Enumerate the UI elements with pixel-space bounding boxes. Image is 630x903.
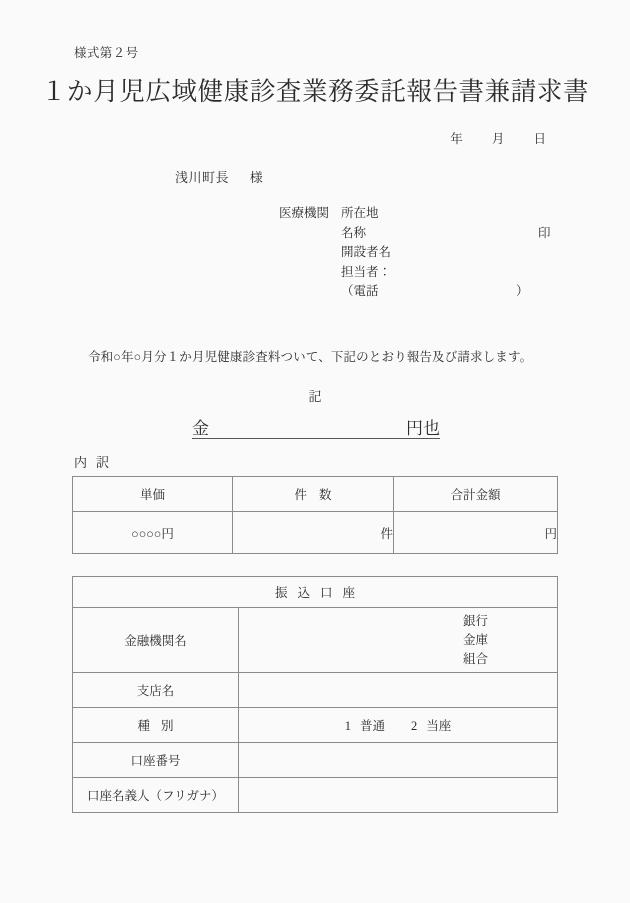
header-total-amount: 合計金額	[394, 477, 558, 512]
label-account-number: 口座番号	[73, 743, 239, 778]
addressee-honorific: 様	[249, 170, 264, 185]
institution-phone-label: （電話	[341, 284, 379, 298]
ki-marker: 記	[308, 389, 322, 404]
label-account-type-part1: 種	[137, 719, 150, 733]
label-financial-institution: 金融機関名	[73, 608, 239, 673]
date-line	[0, 129, 546, 147]
table-row	[73, 512, 558, 554]
institution-phone-close-paren: ）	[516, 284, 529, 298]
account-type-option1-label[interactable]: 普通	[359, 719, 385, 733]
field-branch-name[interactable]	[239, 673, 558, 708]
date-month-label: 月	[491, 132, 505, 146]
breakdown-label-part2: 訳	[96, 455, 110, 470]
bank-account-table	[72, 576, 558, 813]
request-statement: 令和○年○月分１か月児健康診査料ついて、下記のとおり報告及び請求します。	[88, 350, 533, 364]
amount-prefix: 金	[192, 419, 209, 438]
header-count-part1: 件	[294, 488, 307, 502]
cell-total-unit[interactable]: 円	[394, 512, 558, 554]
table-row	[73, 743, 558, 778]
kind-option-shinkin[interactable]: 金庫	[463, 632, 489, 647]
bank-table-title-row	[73, 577, 558, 608]
table-row	[73, 708, 558, 743]
date-day-label: 日	[533, 132, 546, 146]
institution-founder-label: 開設者名	[341, 245, 392, 259]
institution-name-label: 名称	[341, 225, 367, 240]
bank-title-char-1: 振	[274, 586, 288, 600]
table-row	[73, 608, 558, 673]
kind-option-union[interactable]: 組合	[463, 651, 489, 666]
bank-title-char-3: 口	[320, 586, 333, 600]
institution-heading: 医療機関	[279, 206, 330, 220]
label-account-holder: 口座名義人（フリガナ）	[73, 778, 239, 813]
table-header-row	[73, 477, 558, 512]
field-account-type[interactable]	[239, 708, 558, 743]
addressee	[175, 167, 263, 186]
institution-kind-options	[239, 608, 557, 672]
account-type-option1-number: 1	[344, 719, 351, 733]
amount-suffix: 円也	[406, 419, 440, 438]
breakdown-table	[72, 476, 558, 554]
header-unit-price: 単価	[73, 477, 233, 512]
cell-count-unit[interactable]: 件	[233, 512, 394, 554]
amount-line	[192, 414, 440, 439]
header-count	[233, 477, 394, 512]
institution-contact-label: 担当者：	[341, 264, 392, 279]
cell-unit-price: ○○○○円	[73, 512, 233, 554]
institution-address-label: 所在地	[341, 206, 379, 220]
date-year-label: 年	[450, 132, 463, 146]
seal-mark: 印	[538, 225, 551, 240]
bank-title-char-4: 座	[342, 586, 356, 600]
bank-title-char-2: 込	[297, 586, 310, 600]
account-type-option2-label[interactable]: 当座	[426, 719, 452, 733]
field-account-number[interactable]	[239, 743, 558, 778]
label-branch-name: 支店名	[73, 673, 239, 708]
field-financial-institution[interactable]	[239, 608, 558, 673]
label-account-type-part2: 別	[161, 719, 174, 733]
table-row	[73, 778, 558, 813]
breakdown-label	[74, 452, 109, 471]
field-account-holder[interactable]	[239, 778, 558, 813]
breakdown-label-part1: 内	[74, 455, 88, 470]
account-type-option2-number: 2	[411, 719, 418, 733]
bank-table-title	[73, 577, 558, 608]
page-title: １か月児広域健康診査業務委託報告書兼請求書	[40, 77, 590, 106]
form-number: 様式第２号	[74, 46, 139, 60]
label-account-type	[73, 708, 239, 743]
table-row	[73, 673, 558, 708]
addressee-name: 浅川町長	[175, 170, 230, 185]
kind-option-bank[interactable]: 銀行	[463, 613, 489, 628]
header-count-part2: 数	[319, 488, 332, 502]
